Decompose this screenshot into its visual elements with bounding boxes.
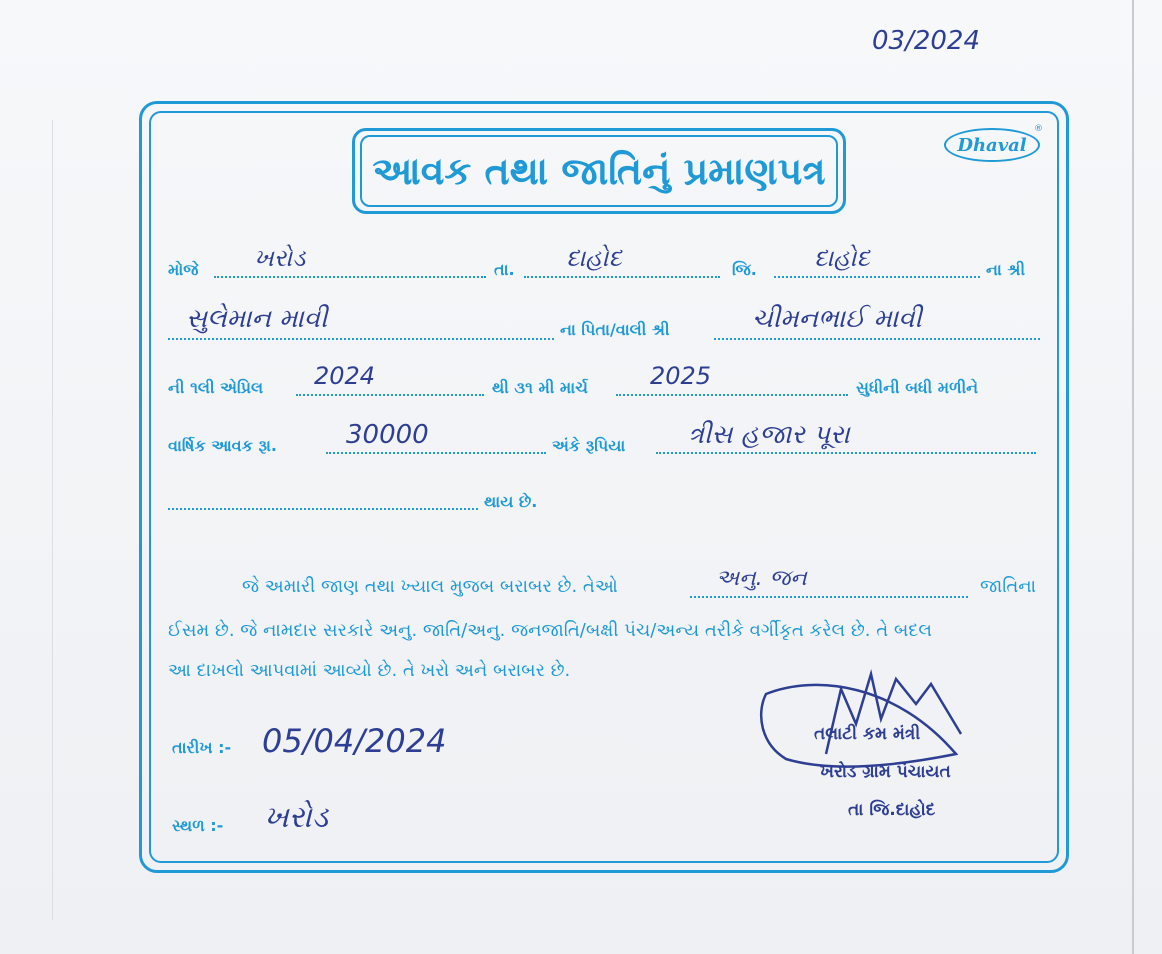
amount-words-dotline [656, 452, 1036, 454]
document-number: 03/2024 [872, 26, 981, 56]
paper-edge [1132, 0, 1134, 954]
from-year-value: 2024 [314, 362, 376, 390]
village-label: મોજે [168, 260, 199, 279]
father-value: ચીમનભાઈ માવી [752, 304, 922, 334]
stamp-designation: તલાટી કમ મંત્રી [814, 724, 921, 744]
name-value: સુલેમાન માવી [186, 304, 328, 334]
date-value: 05/04/2024 [262, 722, 447, 760]
from-label: ની ૧લી એપ્રિલ [168, 378, 264, 397]
certificate-title: આવક તથા જાતિનું પ્રમાણપત્ર [360, 135, 838, 207]
total-label: સુધીની બધી મળીને [856, 378, 979, 397]
income-label: વાર્ષિક આવક રૂા. [168, 436, 278, 455]
district-dotline [774, 276, 980, 278]
paragraph-line3: આ દાખલો આપવામાં આવ્યો છે. તે ખરો અને બરાબર છે. [168, 660, 571, 681]
amount-words-label: અંકે રૂપિયા [552, 436, 626, 455]
father-dotline [714, 338, 1040, 340]
registered-mark: ® [1034, 124, 1043, 134]
to-year-value: 2025 [650, 362, 712, 390]
paragraph-line1: જે અમારી જાણ તથા ખ્યાલ મુજબ બરાબર છે. તેઓ [242, 576, 618, 597]
income-value: 30000 [346, 420, 429, 450]
taluka-label: તા. [494, 260, 515, 279]
thay-label: થાય છે. [484, 492, 538, 511]
date-label: તારીખ :- [172, 738, 232, 757]
brand-logo: Dhaval [944, 128, 1040, 162]
to-label: થી ૩૧ મી માર્ચ [492, 378, 588, 397]
shri-label: ના શ્રી [986, 260, 1026, 279]
place-value: ખરોડ [264, 800, 329, 835]
taluka-value: દાહોદ [566, 244, 622, 272]
paragraph-line2: ઈસમ છે. જે નામદાર સરકારે અનુ. જાતિ/અનુ. જનજાતિ/બક્ષી પંચ/અન્ય તરીકે વર્ગીકૃત કરેલ છે. તે બદલ [168, 620, 932, 641]
district-value: દાહોદ [814, 244, 870, 272]
caste-value: અનુ. જન [716, 566, 807, 591]
to-year-dotline [616, 394, 848, 396]
taluka-dotline [524, 276, 720, 278]
village-dotline [214, 276, 486, 278]
from-year-dotline [296, 394, 484, 396]
district-label: જિ. [732, 260, 757, 279]
stamp-panchayat: ખરોડ ગ્રામ પંચાયત [820, 762, 951, 782]
stamp-district: તા જિ.દાહોદ [848, 800, 936, 820]
caste-dotline [690, 596, 968, 598]
income-dotline [326, 452, 546, 454]
name-dotline [168, 338, 554, 340]
amount-words-value: ત્રીસ હજાર પૂરા [688, 420, 850, 450]
paper-crease [52, 120, 53, 920]
signature-area [756, 664, 996, 834]
place-label: સ્થળ :- [172, 816, 224, 835]
continuation-dotline [168, 508, 478, 510]
village-value: ખરોડ [254, 244, 306, 272]
paragraph-line1-end: જાતિના [980, 576, 1037, 597]
father-label: ના પિતા/વાલી શ્રી [560, 320, 670, 339]
